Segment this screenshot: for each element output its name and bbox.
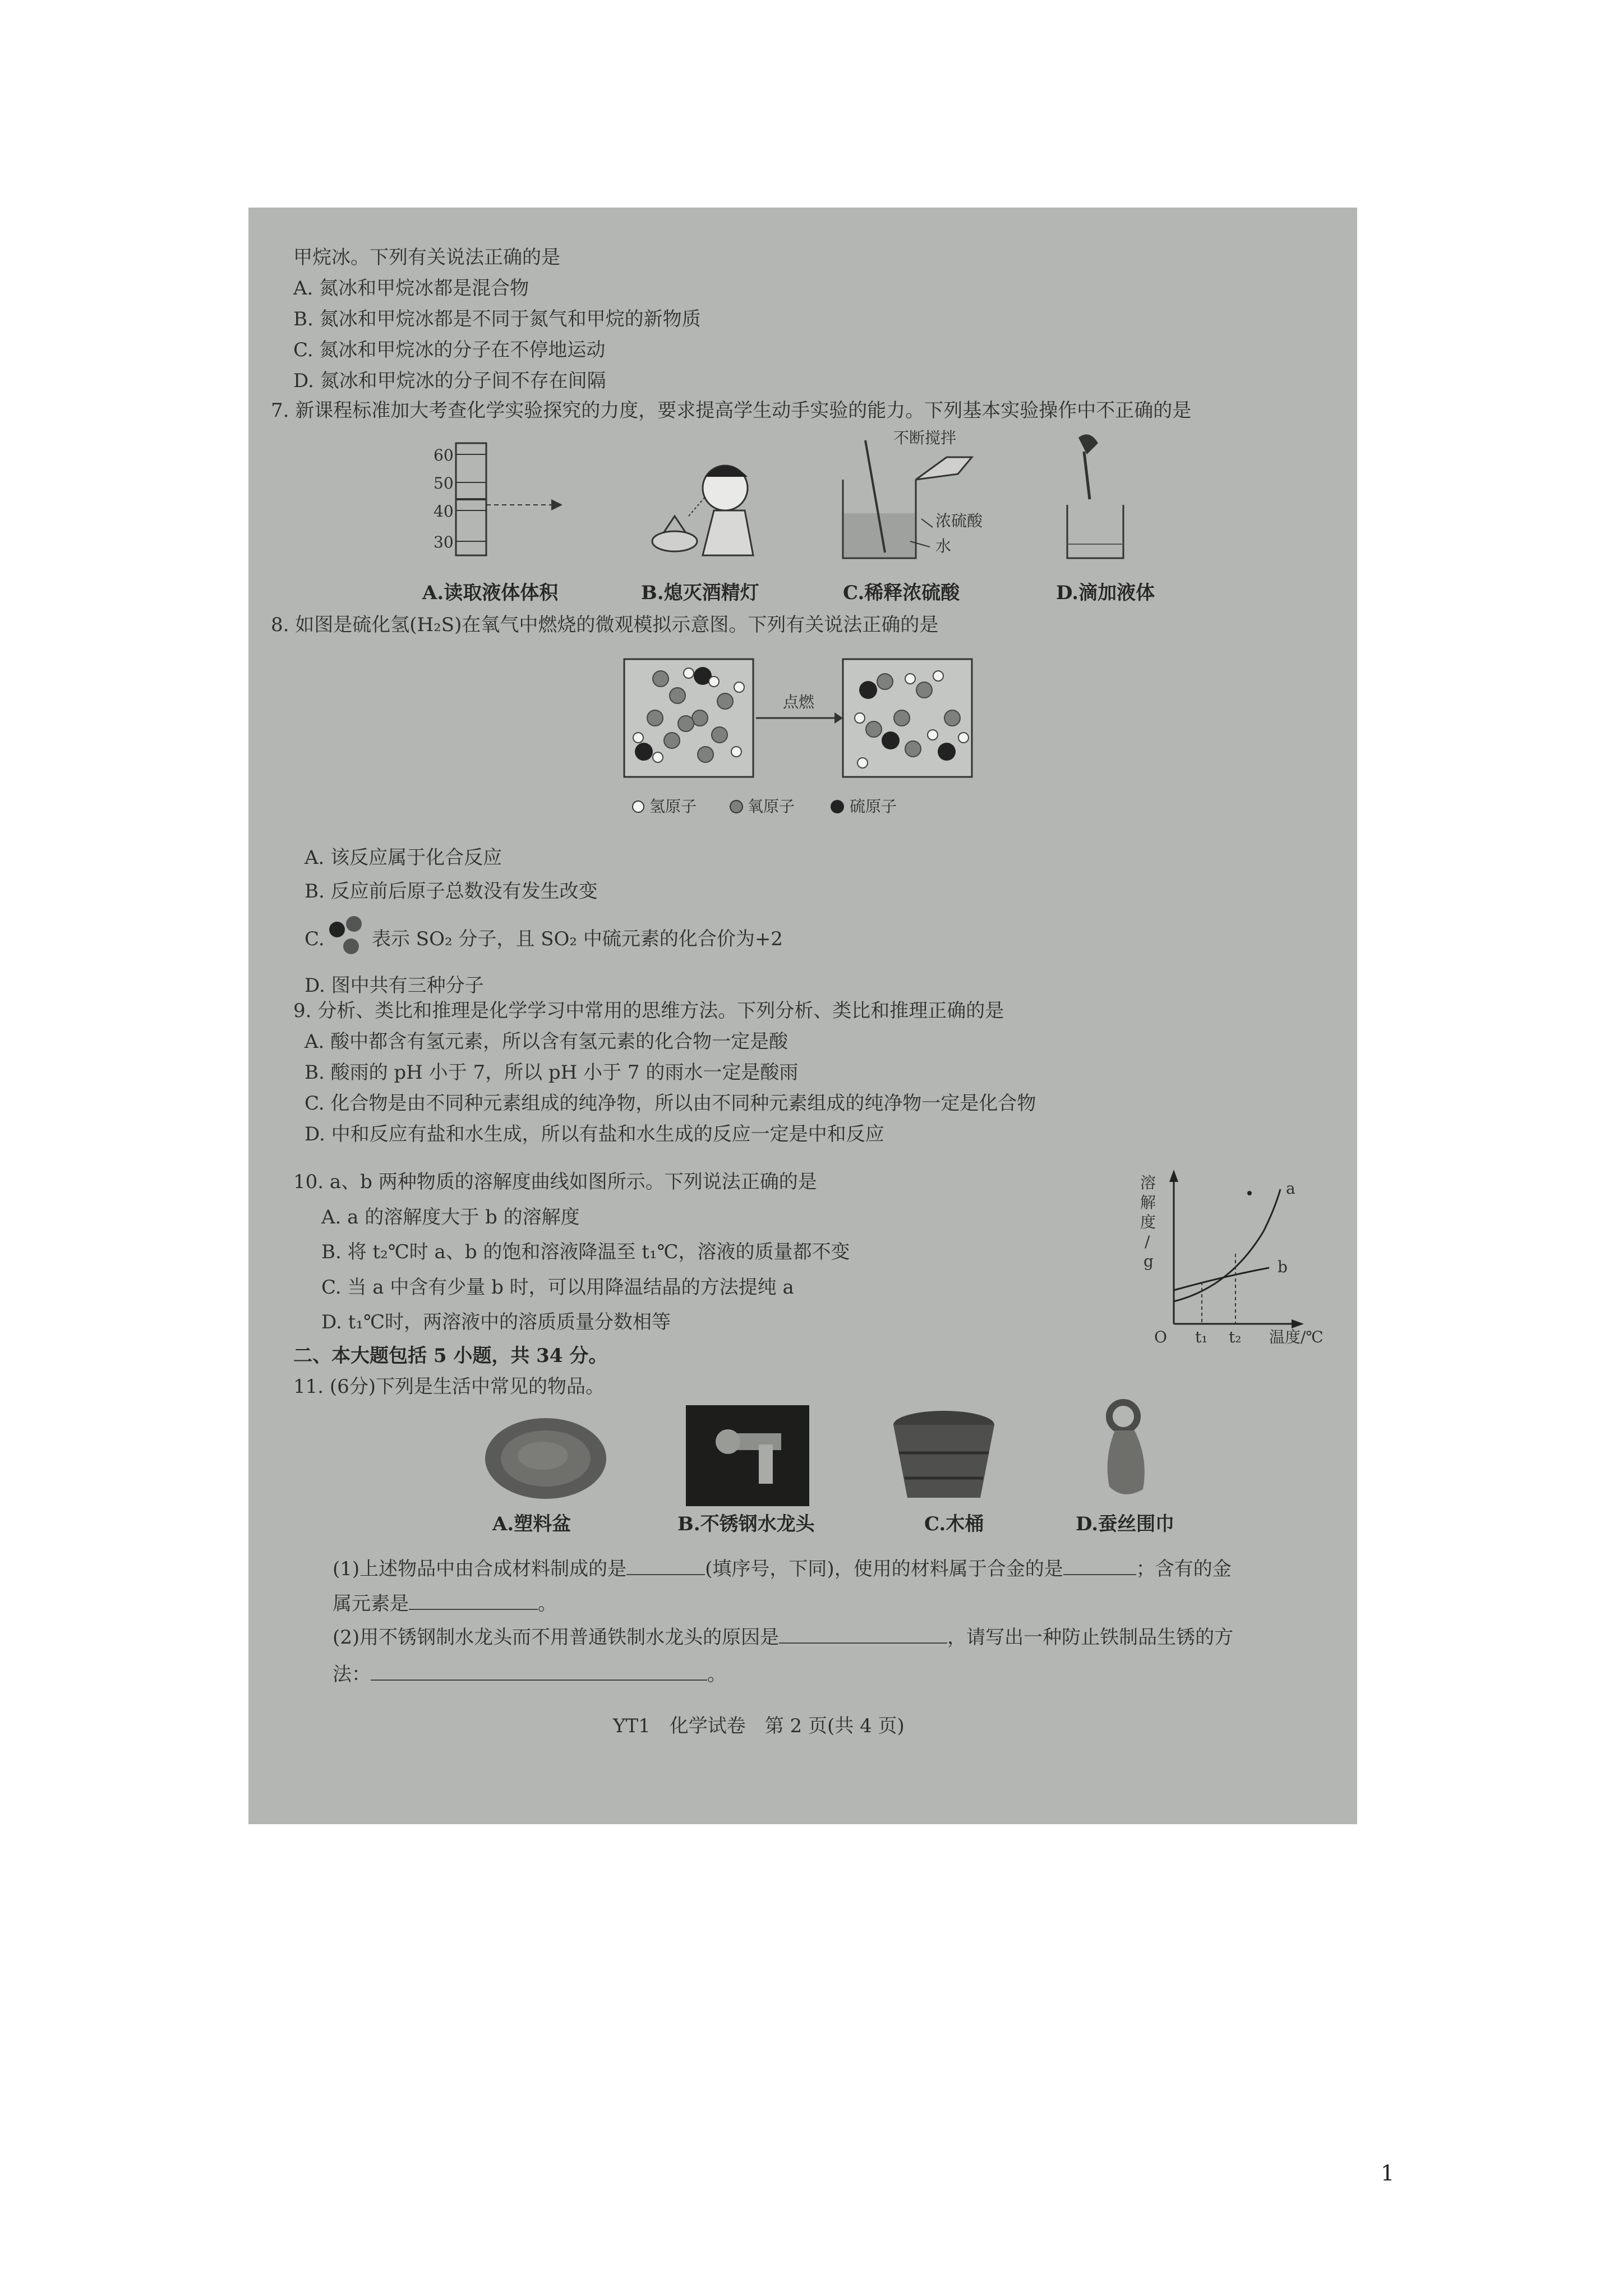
cylinder-drawing: [434, 443, 568, 555]
q7-figure-a-cylinder: [434, 443, 568, 555]
cylinder-tick-40: 40: [434, 502, 454, 521]
q6-option-d: D. 氮冰和甲烷冰的分子间不存在间隔: [293, 370, 606, 392]
q6-option-c: C. 氮冰和甲烷冰的分子在不停地运动: [293, 339, 606, 361]
q7-caption-d: D.滴加液体: [1056, 582, 1155, 604]
cylinder-tick-30: 30: [434, 533, 454, 551]
graph-ylabel-1: 溶: [1140, 1174, 1156, 1192]
answer-blank-rust-method[interactable]: [371, 1680, 707, 1681]
q11-sub1-text-b: (填序号，下同)，使用的材料属于合金的是: [705, 1558, 1063, 1580]
graph-ylabel-2: 解: [1140, 1193, 1156, 1212]
q7-caption-a: A.读取液体体积: [422, 582, 559, 604]
lamp-drawing: [641, 449, 776, 555]
so2-molecule-icon: [326, 915, 371, 960]
legend-oxygen: 氧原子: [748, 797, 795, 816]
legend-sulfur: 硫原子: [850, 797, 897, 816]
graph-tick-t2: t₂: [1229, 1328, 1242, 1346]
solubility-curves: [1140, 1164, 1348, 1349]
answer-blank-alloy[interactable]: [1063, 1574, 1136, 1575]
label-water: 水: [935, 537, 952, 555]
q7-caption-b: B.熄灭酒精灯: [641, 582, 759, 604]
q11-caption-c: C.木桶: [924, 1513, 984, 1535]
q7-figure-d-dropper: [1045, 432, 1146, 561]
q8-option-c-text: 表示 SO₂ 分子，且 SO₂ 中硫元素的化合价为+2: [372, 928, 783, 950]
q6-option-b: B. 氮冰和甲烷冰都是不同于氮气和甲烷的新物质: [293, 308, 701, 330]
silk-scarf-drawing: [1092, 1397, 1160, 1503]
q11-caption-b: B.不锈钢水龙头: [677, 1513, 815, 1535]
q8-option-b: B. 反应前后原子总数没有发生改变: [305, 880, 598, 903]
q8-option-a: A. 该反应属于化合反应: [305, 846, 502, 869]
q10-option-c: C. 当 a 中含有少量 b 时，可以用降温结晶的方法提纯 a: [321, 1276, 794, 1299]
q10-solubility-graph: [1140, 1164, 1348, 1349]
q11-sub1-text-a: (1)上述物品中由合成材料制成的是: [333, 1558, 627, 1580]
q9-stem: 9. 分析、类比和推理是化学学习中常用的思维方法。下列分析、类比和推理正确的是: [293, 1000, 1004, 1022]
graph-series-b: b: [1278, 1258, 1288, 1276]
faucet-photo: [686, 1405, 809, 1506]
answer-blank-reason[interactable]: [779, 1642, 947, 1644]
legend-hydrogen: 氢原子: [649, 797, 697, 816]
q6-option-a: A. 氮冰和甲烷冰都是混合物: [293, 277, 529, 300]
q11-sub1-text-c: ；含有的金: [1136, 1558, 1232, 1580]
graph-origin: O: [1154, 1328, 1167, 1346]
label-stir: 不断搅拌: [893, 429, 957, 447]
cylinder-tick-60: 60: [434, 446, 454, 464]
q7-caption-c: C.稀释浓硫酸: [843, 582, 960, 604]
q10-option-a: A. a 的溶解度大于 b 的溶解度: [321, 1206, 580, 1228]
q11-sub2-line2: [333, 1665, 726, 1684]
q8-reaction-diagram: [621, 656, 986, 780]
q7-figure-b-lamp: [641, 449, 776, 555]
q9-option-c: C. 化合物是由不同种元素组成的纯净物，所以由不同种元素组成的纯净物一定是化合物: [305, 1092, 1036, 1115]
graph-tick-t1: t₁: [1195, 1328, 1208, 1346]
q11-sub2-text-a: (2)用不锈钢制水龙头而不用普通铁制水龙头的原因是: [333, 1626, 780, 1649]
q10-option-b: B. 将 t₂℃时 a、b 的饱和溶液降温至 t₁℃，溶液的质量都不变: [321, 1241, 850, 1263]
graph-series-a: a: [1286, 1179, 1295, 1198]
q8-stem: 8. 如图是硫化氢(H₂S)在氧气中燃烧的微观模拟示意图。下列有关说法正确的是: [271, 614, 939, 636]
q9-option-b: B. 酸雨的 pH 小于 7，所以 pH 小于 7 的雨水一定是酸雨: [305, 1061, 799, 1084]
q11-item-a-plastic-basin: [481, 1411, 610, 1501]
plastic-basin-drawing: [481, 1411, 610, 1501]
q11-sub2-text-b: ，请写出一种防止铁制品生锈的方: [947, 1626, 1234, 1649]
graph-xlabel: 温度/℃: [1269, 1328, 1324, 1346]
graph-ylabel-4: /: [1145, 1232, 1150, 1251]
q11-sub1-text-d: 属元素是: [333, 1593, 409, 1615]
q11-sub1-end: 。: [538, 1593, 557, 1615]
q8-arrow-label: 点燃: [783, 693, 815, 711]
page-footer: YT1 化学试卷 第 2 页(共 4 页): [613, 1715, 905, 1737]
q8-option-c-prefix: C.: [305, 928, 325, 950]
section-2-heading: 二、本大题包括 5 小题，共 34 分。: [293, 1345, 608, 1367]
q11-sub2-line1: [333, 1628, 1233, 1647]
q11-stem: 11. (6分)下列是生活中常见的物品。: [293, 1375, 605, 1398]
q11-sub1-line1: [333, 1559, 1232, 1579]
q11-caption-d: D.蚕丝围巾: [1076, 1513, 1175, 1535]
q11-item-c-wooden-bucket: [891, 1408, 997, 1503]
q11-sub2-end: 。: [707, 1663, 726, 1686]
graph-ylabel-5: g: [1144, 1252, 1154, 1271]
answer-blank-synthetic[interactable]: [626, 1574, 705, 1575]
q7-stem: 7. 新课程标准加大考查化学实验探究的力度，要求提高学生动手实验的能力。下列基本实验操作中不正确的是: [271, 399, 1192, 422]
q8-legend: [630, 797, 989, 819]
dropper-drawing: [1045, 432, 1146, 561]
q11-sub2-text-c: 法：: [333, 1663, 371, 1686]
page-number: 1: [1381, 2161, 1395, 2185]
molecule-boxes: [621, 656, 986, 780]
q10-option-d: D. t₁℃时，两溶液中的溶质质量分数相等: [321, 1311, 671, 1333]
q9-option-d: D. 中和反应有盐和水生成，所以有盐和水生成的反应一定是中和反应: [305, 1123, 884, 1145]
q7-figure-c-dilution: [832, 429, 1000, 564]
q9-option-a: A. 酸中都含有氢元素，所以含有氢元素的化合物一定是酸: [305, 1030, 789, 1053]
q6-stem: 甲烷冰。下列有关说法正确的是: [293, 246, 560, 269]
label-conc-acid: 浓硫酸: [935, 512, 983, 530]
beaker-dilution-drawing: [832, 429, 1000, 564]
answer-blank-metal-element[interactable]: [409, 1609, 538, 1610]
q11-item-b-faucet: [686, 1405, 809, 1506]
q11-caption-a: A.塑料盆: [492, 1513, 571, 1535]
cylinder-tick-50: 50: [434, 474, 454, 493]
graph-ylabel-3: 度: [1140, 1213, 1156, 1231]
q11-item-d-silk-scarf: [1092, 1397, 1160, 1503]
q8-option-d: D. 图中共有三种分子: [305, 974, 484, 997]
scanned-exam-photo: [248, 208, 1357, 1824]
q11-sub1-line2: [333, 1594, 557, 1613]
wooden-bucket-drawing: [891, 1408, 997, 1503]
q10-stem: 10. a、b 两种物质的溶解度曲线如图所示。下列说法正确的是: [293, 1171, 817, 1193]
